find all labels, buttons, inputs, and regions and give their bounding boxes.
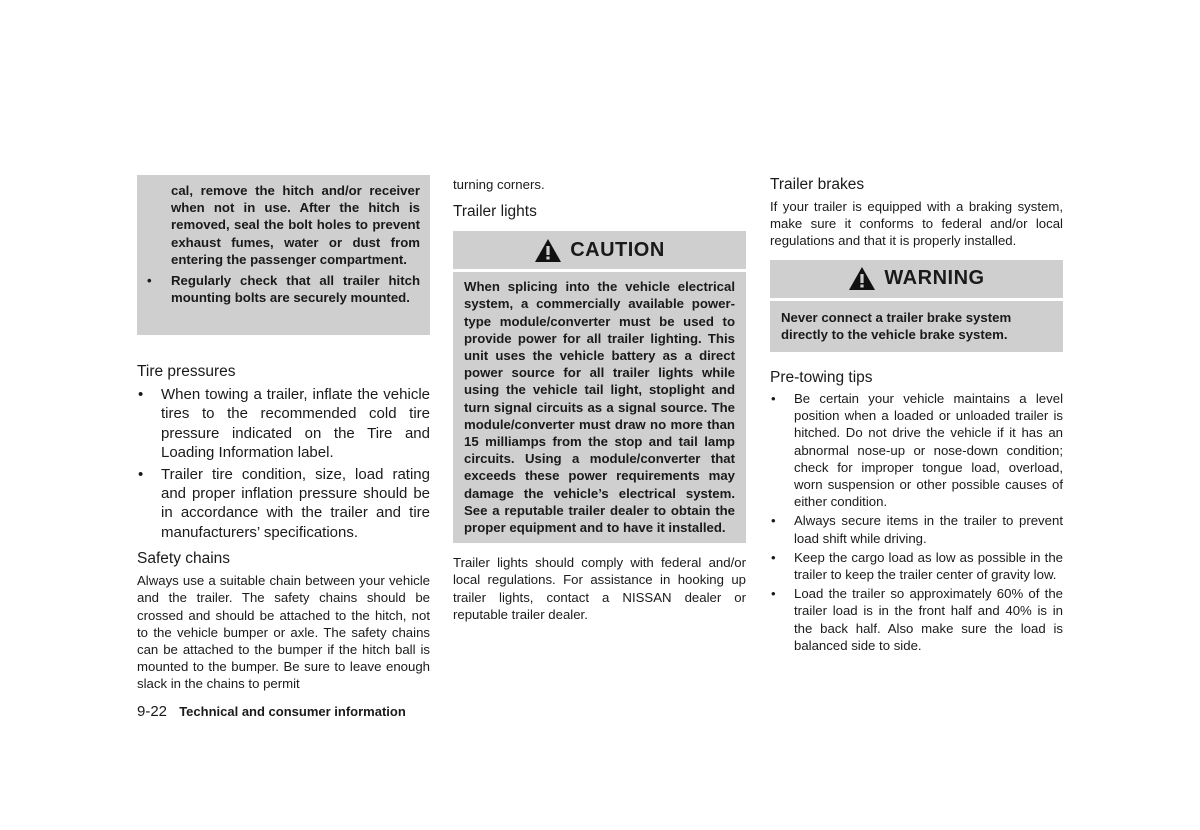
list-item: • When towing a trailer, inflate the vehicle tires to the recommended cold tire pressure indicated on the Tire and Loading Information label. xyxy=(137,385,430,463)
warning-title-text: WARNING xyxy=(884,267,985,290)
column-left xyxy=(137,175,430,693)
warning-title xyxy=(770,260,1063,298)
hitch-bolts-text: Regularly check that all trailer hitch mounting bolts are securely mounted. xyxy=(171,273,420,306)
pre-towing-list xyxy=(770,390,1063,654)
warning-box xyxy=(770,260,1063,352)
bullet-icon: • xyxy=(147,273,152,289)
page-number: 9-22 xyxy=(137,703,168,720)
caution-title xyxy=(453,231,746,269)
caution-text: When splicing into the vehicle electrical system, a commercially available power-type module/converter must be used to provide power for all trailer lighting. This unit uses the vehicle battery as a direct power source for all trailer lights while using the vehicle tail light, stoplight and turn signal circuits as a signal source. The module/converter must draw no more than 15 milliamps from the stop and tail lamp circuits. Using a module/converter that exceeds these power requirements may damage the vehicle’s electrical system. See a reputable trailer dealer to obtain the proper equipment and to have it installed. xyxy=(464,279,735,536)
warning-triangle-icon xyxy=(848,266,876,291)
trailer-lights-text: Trailer lights should comply with federal and/or local regulations. For assistance in hooking up trailer lights, contact a NISSAN dealer or reputable trailer dealer. xyxy=(453,555,746,622)
tire-pressures-heading: Tire pressures xyxy=(137,363,236,380)
safety-chains-text: Always use a suitable chain between your vehicle and the trailer. The safety chains should be crossed and should be attached to the hitch, not to the vehicle bumper or axle. The safety chains can be attached to the bumper if the hitch ball is mounted to the bumper. Be sure to leave enough slack in the chains to permit xyxy=(137,573,430,692)
hitch-note-box xyxy=(137,175,430,335)
page-footer xyxy=(137,703,406,720)
hitch-note-text: cal, remove the hitch and/or receiver when not in use. After the hitch is removed, seal the bolt holes to prevent exhaust fumes, water or dust from entering the passenger compartment. xyxy=(171,183,420,267)
pre-towing-heading: Pre-towing tips xyxy=(770,369,873,387)
list-item: • Be certain your vehicle maintains a level position when a loaded or unloaded trailer is hitched. Do not drive the vehicle if it has an abnormal nose-up or nose-down condition; check for improper tongue load, overload, worn suspension or other possible causes of either condition. xyxy=(770,390,1063,510)
list-item: • Keep the cargo load as low as possible in the trailer to keep the trailer center of gravity low. xyxy=(770,549,1063,583)
column-right xyxy=(770,176,1063,656)
caution-title-text: CAUTION xyxy=(570,238,665,261)
column-middle xyxy=(453,176,746,623)
tire-pressures-list xyxy=(137,385,430,542)
section-title: Technical and consumer information xyxy=(179,704,406,719)
trailer-lights-heading: Trailer lights xyxy=(453,203,537,221)
list-item: • Load the trailer so approximately 60% of the trailer load is in the front half and 40% is in the back half. Also make sure the load is balanced side to side. xyxy=(770,585,1063,654)
list-item: • Always secure items in the trailer to prevent load shift while driving. xyxy=(770,512,1063,546)
warning-text: Never connect a trailer brake system directly to the vehicle brake system. xyxy=(781,309,1012,342)
trailer-brakes-text: If your trailer is equipped with a braking system, make sure it conforms to federal and/or local regulations and that it is properly installed. xyxy=(770,199,1063,249)
warning-triangle-icon xyxy=(534,238,562,263)
caution-box xyxy=(453,231,746,543)
hitch-bolts-bullet xyxy=(137,272,420,306)
trailer-brakes-heading: Trailer brakes xyxy=(770,176,865,193)
safety-chains-heading: Safety chains xyxy=(137,550,231,568)
turning-corners-text: turning corners. xyxy=(453,177,545,192)
list-item: • Trailer tire condition, size, load rating and proper inflation pressure should be in accordance with the trailer and tire manufacturers’ specifications. xyxy=(137,465,430,543)
